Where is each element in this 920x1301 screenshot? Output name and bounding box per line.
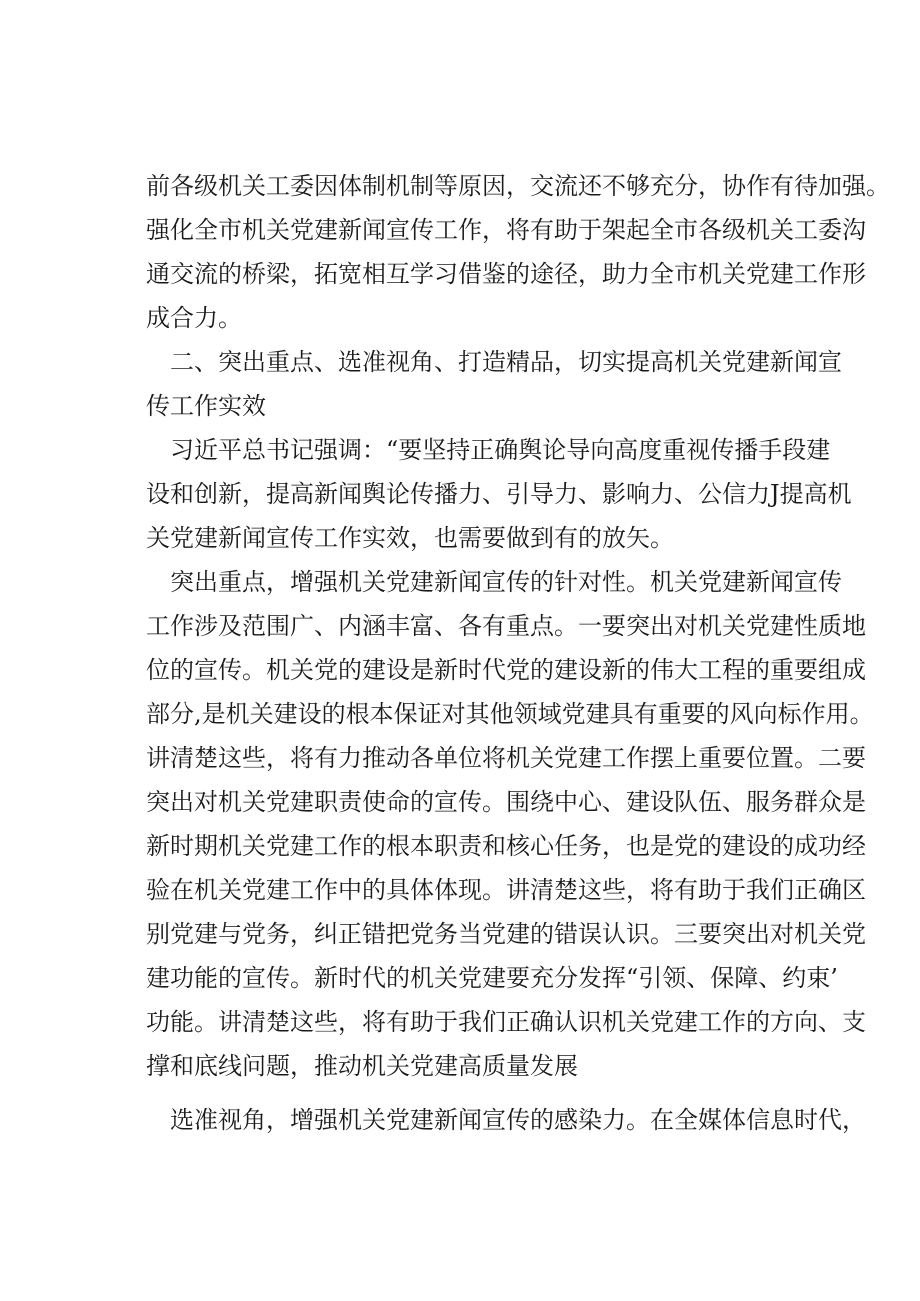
section-heading-line: 二、突出重点、选准视角、打造精品，切实提高机关党建新闻宣: [170, 348, 842, 376]
text-line: 突出重点，增强机关党建新闻宣传的针对性。机关党建新闻宣传: [170, 568, 842, 596]
text-line: 突出对机关党建职责使命的宣传。围绕中心、建设队伍、服务群众是: [146, 788, 866, 816]
text-line: 工作涉及范围广、内涵丰富、各有重点。一要突出对机关党建性质地: [146, 612, 866, 640]
text-line: 新时期机关党建工作的根本职责和核心任务，也是党的建设的成功经: [146, 832, 866, 860]
text-line: 选准视角，增强机关党建新闻宣传的感染力。在全媒体信息时代，: [170, 1106, 866, 1134]
text-line: 前各级机关工委因体制机制等原因，交流还不够充分，协作有待加强。: [146, 172, 890, 200]
text-line: 部分,是机关建设的根本保证对其他领域党建具有重要的风向标作用。: [146, 700, 874, 728]
text-line: 讲清楚这些，将有力推动各单位将机关党建工作摆上重要位置。二要: [146, 744, 866, 772]
text-line: 成合力。: [146, 304, 242, 332]
text-line: 设和创新，提高新闻舆论传播力、引导力、影响力、公信力J提高机: [146, 480, 852, 508]
text-line: 验在机关党建工作中的具体体现。讲清楚这些，将有助于我们正确区: [146, 876, 866, 904]
text-line: 别党建与党务，纠正错把党务当党建的错误认识。三要突出对机关党: [146, 920, 866, 948]
text-line: 关党建新闻宣传工作实效，也需要做到有的放矢。: [146, 524, 674, 552]
text-line: 建功能的宣传。新时代的机关党建要充分发挥“引领、保障、约束’: [146, 964, 838, 992]
text-line: 强化全市机关党建新闻宣传工作，将有助于架起全市各级机关工委沟: [146, 216, 866, 244]
text-line: 习近平总书记强调：“要坚持正确舆论导向高度重视传播手段建: [170, 436, 831, 464]
text-line: 撑和底线问题，推动机关党建高质量发展: [146, 1052, 578, 1080]
section-heading-line: 传工作实效: [146, 392, 266, 420]
text-line: 功能。讲清楚这些，将有助于我们正确认识机关党建工作的方向、支: [146, 1008, 866, 1036]
text-line: 位的宣传。机关党的建设是新时代党的建设新的伟大工程的重要组成: [146, 656, 866, 684]
text-line: 通交流的桥梁，拓宽相互学习借鉴的途径，助力全市机关党建工作形: [146, 260, 866, 288]
